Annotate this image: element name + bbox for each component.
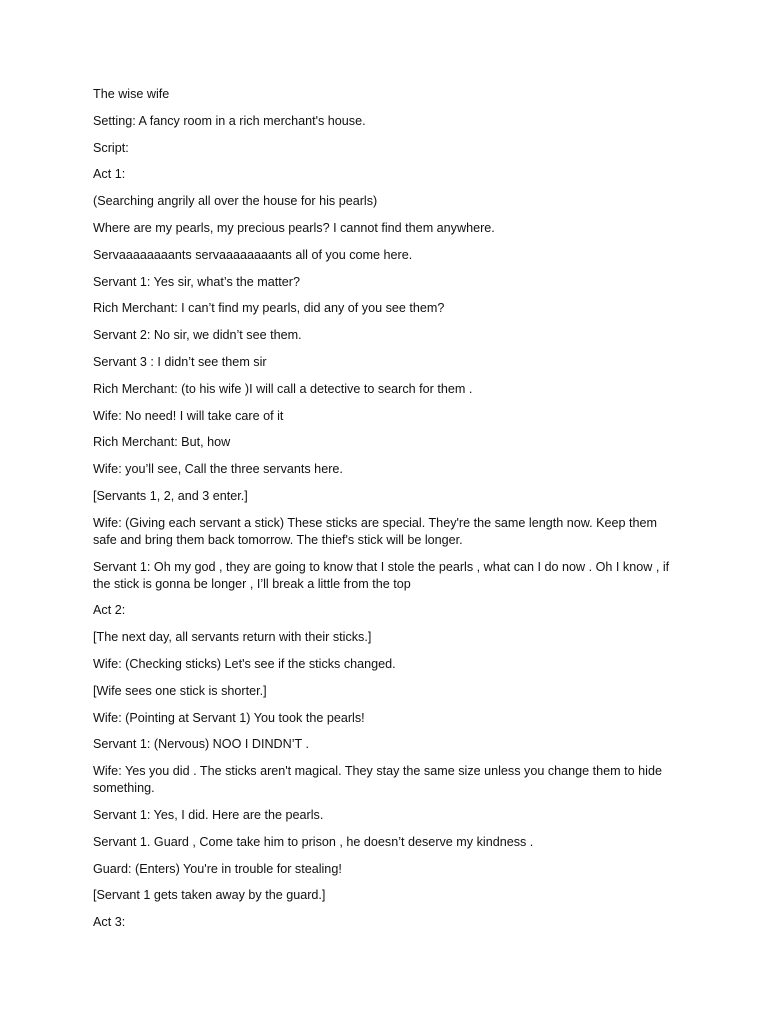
dialogue-line: Wife: (Giving each servant a stick) These sticks are special. They're the same length now. Keep them safe and bring them back tomorrow. The thief's stick will be longer.	[93, 515, 658, 547]
stage-direction: (Searching angrily all over the house for his pearls)	[93, 194, 378, 209]
act-2-heading: Act 2:	[93, 603, 126, 618]
dialogue-line: Wife: (Pointing at Servant 1) You took the pearls!	[93, 710, 365, 725]
dialogue-line: Servant 1: (Nervous) NOO I DINDN’T .	[93, 737, 310, 752]
dialogue-line: Wife: Yes you did . The sticks aren't magical. They stay the same size unless you change them to hide something.	[93, 764, 662, 796]
stage-direction: [Servant 1 gets taken away by the guard.]	[93, 888, 326, 903]
dialogue-line: Rich Merchant: I can’t find my pearls, did any of you see them?	[93, 301, 445, 316]
dialogue-line: Where are my pearls, my precious pearls? I cannot find them anywhere.	[93, 220, 495, 235]
dialogue-line: Servaaaaaaaants servaaaaaaaants all of you come here.	[93, 247, 413, 262]
dialogue-line: Servant 3 : I didn’t see them sir	[93, 354, 267, 369]
stage-direction: [The next day, all servants return with their sticks.]	[93, 630, 372, 645]
dialogue-line: Servant 1. Guard , Come take him to prison , he doesn’t deserve my kindness .	[93, 834, 534, 849]
act-1-heading: Act 1:	[93, 167, 126, 182]
dialogue-line: Rich Merchant: (to his wife )I will call a detective to search for them .	[93, 381, 473, 396]
dialogue-line: Servant 1: Yes sir, what’s the matter?	[93, 274, 300, 289]
act-3-heading: Act 3:	[93, 915, 126, 930]
dialogue-line: Wife: (Checking sticks) Let's see if the sticks changed.	[93, 656, 396, 671]
stage-direction: [Servants 1, 2, and 3 enter.]	[93, 488, 248, 503]
script-heading: Script:	[93, 140, 129, 155]
document-body	[93, 86, 683, 941]
document-title: The wise wife	[93, 87, 170, 101]
dialogue-line: Guard: (Enters) You're in trouble for stealing!	[93, 861, 342, 876]
dialogue-line: Servant 2: No sir, we didn’t see them.	[93, 328, 302, 343]
stage-direction: [Wife sees one stick is shorter.]	[93, 683, 267, 698]
dialogue-line: Servant 1: Yes, I did. Here are the pearls.	[93, 807, 324, 822]
setting-line: Setting: A fancy room in a rich merchant's house.	[93, 113, 366, 128]
dialogue-line: Servant 1: Oh my god , they are going to know that I stole the pearls , what can I do now . Oh I know , if the stick is gonna be longer , I’ll break a little from the top	[93, 559, 670, 591]
dialogue-line: Wife: No need! I will take care of it	[93, 408, 284, 423]
dialogue-line: Wife: you’ll see, Call the three servants here.	[93, 462, 343, 477]
dialogue-line: Rich Merchant: But, how	[93, 435, 231, 450]
